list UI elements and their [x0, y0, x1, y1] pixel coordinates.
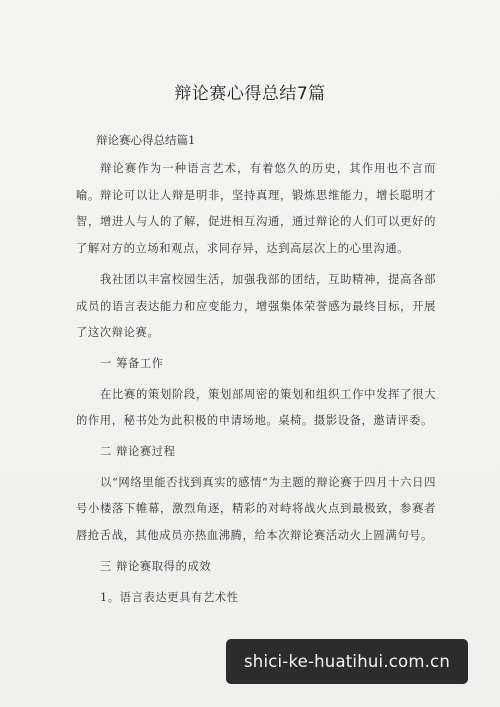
section-heading-results: 三 辩论赛取得的成效	[100, 559, 212, 573]
document-body	[76, 131, 436, 611]
paragraph-goal: 我社团以丰富校园生活，加强我部的团结，互助精神，提高各部成员的语言表达能力和应变能力，增强集体荣誉感为最终目标，开展了这次辩论赛。	[76, 272, 436, 340]
document-title: 辩论赛心得总结7篇	[174, 84, 326, 104]
section-heading-preparation: 一 筹备工作	[100, 356, 164, 370]
paragraph-process: 以“网络里能否找到真实的感情”为主题的辩论赛于四月十六日四号小楼落下帷幕，激烈角逐，精彩的对峙将战火点到最极致，参赛者唇抢舌战，其他成员亦热血沸腾，给本次辩论赛活动火上圆满句号。	[76, 475, 436, 543]
section-heading-process: 二 辩论赛过程	[100, 445, 176, 459]
document-subtitle: 辩论赛心得总结篇1	[96, 133, 196, 147]
paragraph-intro: 辩论赛作为一种语言艺术，有着悠久的历史，其作用也不言而喻。辩论可以让人辩是明非，坚持真理，锻炼思维能力，增长聪明才智，增进人与人的了解，促进相互沟通，通过辩论的人们可以更好的了解对方的立场和观点，求同存异，达到高层次上的心里沟通。	[76, 162, 436, 256]
watermark-banner: shici-ke-huatihui.com.cn	[226, 639, 468, 684]
result-item-1: 1。语言表达更具有艺术性	[100, 590, 239, 604]
paragraph-preparation: 在比赛的策划阶段，策划部周密的策划和组织工作中发挥了很大的作用，秘书处为此积极的申请场地。桌椅。摄影设备，邀请评委。	[76, 387, 436, 428]
